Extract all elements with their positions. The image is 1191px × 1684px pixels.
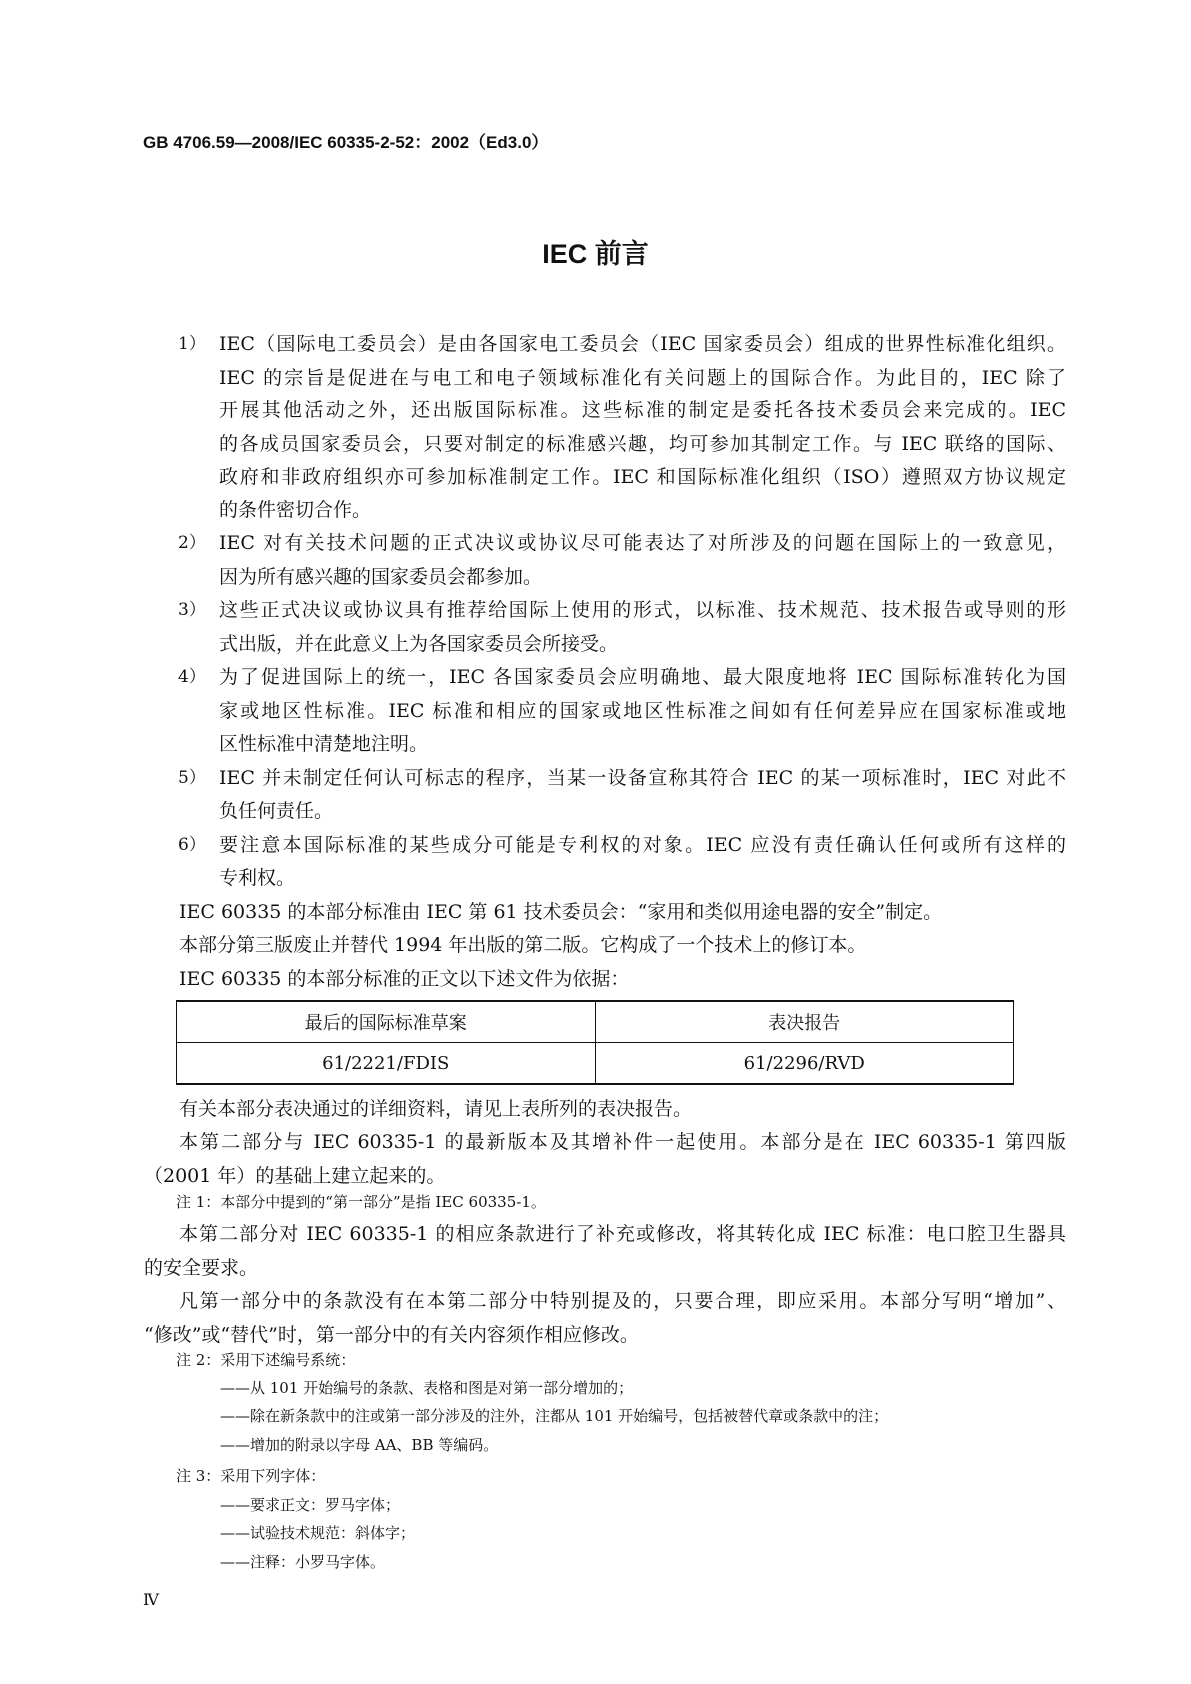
table-header-fdis: 最后的国际标准草案 [177, 1001, 596, 1043]
list-number: 5） [178, 768, 206, 788]
note-1: 注 1：本部分中提到的“第一部分”是指 IEC 60335-1。 [176, 1193, 546, 1211]
list-item-line: 负任何责任。 [219, 800, 334, 822]
list-item-line: 专利权。 [219, 867, 296, 889]
list-item-line: 的各成员国家委员会，只要对制定的标准感兴趣，均可参加其制定工作。与 IEC 联络的国际、 [219, 433, 1066, 455]
note-3: 注 3：采用下列字体： [176, 1467, 326, 1485]
table-cell-rvd: 61/2296/RVD [595, 1043, 1014, 1085]
document-header: GB 4706.59—2008/IEC 60335-2-52：2002（Ed3.0） [143, 133, 549, 152]
list-item-line: 开展其他活动之外，还出版国际标准。这些标准的制定是委托各技术委员会来完成的。IEC [219, 399, 1066, 421]
paragraph-edition: 本部分第三版废止并替代 1994 年出版的第二版。它构成了一个技术上的修订本。 [179, 934, 867, 956]
paragraph-voting: 有关本部分表决通过的详细资料，请见上表所列的表决报告。 [179, 1098, 693, 1120]
list-item-line: IEC 并未制定任何认可标志的程序，当某一设备宣称其符合 IEC 的某一项标准时，IEC 对此不 [219, 767, 1066, 789]
page-number: Ⅳ [143, 1590, 159, 1609]
list-item-line: 家或地区性标准。IEC 标准和相应的国家或地区性标准之间如有任何差异应在国家标准或地 [219, 700, 1066, 722]
list-item-line: 因为所有感兴趣的国家委员会都参加。 [219, 566, 543, 588]
paragraph-use-line: 本第二部分与 IEC 60335-1 的最新版本及其增补件一起使用。本部分是在 IEC 60335-1 第四版 [179, 1131, 1066, 1153]
note-2-item: ——增加的附录以字母 AA、BB 等编码。 [220, 1436, 499, 1454]
list-number: 6） [178, 835, 206, 855]
list-number: 2） [178, 533, 206, 553]
list-number: 1） [178, 334, 206, 354]
note-3-item: ——试验技术规范：斜体字； [220, 1524, 416, 1542]
paragraph-clauses-line: “修改”或“替代”时，第一部分中的有关内容须作相应修改。 [144, 1324, 639, 1346]
note-3-item: ——要求正文：罗马字体； [220, 1496, 401, 1514]
note-2: 注 2：采用下述编号系统： [176, 1351, 356, 1369]
list-item-line: 要注意本国际标准的某些成分可能是专利权的对象。IEC 应没有责任确认任何或所有这样的 [219, 834, 1066, 856]
voting-table [176, 1000, 1014, 1085]
list-number: 3） [178, 600, 206, 620]
list-number: 4） [178, 667, 206, 687]
paragraph-use-line: （2001 年）的基础上建立起来的。 [144, 1165, 446, 1187]
list-item-line: 政府和非政府组织亦可参加标准制定工作。IEC 和国际标准化组织（ISO）遵照双方协议规定 [219, 466, 1066, 488]
list-item-line: 式出版，并在此意义上为各国家委员会所接受。 [219, 633, 619, 655]
list-item-line: 的条件密切合作。 [219, 499, 372, 521]
paragraph-committee: IEC 60335 的本部分标准由 IEC 第 61 技术委员会：“家用和类似用途电器的安全”制定。 [179, 901, 943, 923]
paragraph-basis: IEC 60335 的本部分标准的正文以下述文件为依据： [179, 968, 630, 990]
note-2-item: ——从 101 开始编号的条款、表格和图是对第一部分增加的； [220, 1379, 634, 1397]
table-header-row [177, 1001, 1014, 1043]
list-item-line: 为了促进国际上的统一，IEC 各国家委员会应明确地、最大限度地将 IEC 国际标准转化为国 [219, 666, 1066, 688]
list-item-line: IEC 对有关技术问题的正式决议或协议尽可能表达了对所涉及的问题在国际上的一致意见， [219, 532, 1066, 554]
list-item-line: IEC（国际电工委员会）是由各国家电工委员会（IEC 国家委员会）组成的世界性标准化组织。 [219, 333, 1066, 355]
table-header-rvd: 表决报告 [595, 1001, 1014, 1043]
table-cell-fdis: 61/2221/FDIS [177, 1043, 596, 1085]
note-3-item: ——注释：小罗马字体。 [220, 1553, 386, 1571]
page-title: IEC 前言 [542, 239, 649, 269]
paragraph-clauses-line: 凡第一部分中的条款没有在本第二部分中特别提及的，只要合理，即应采用。本部分写明“增加”、 [179, 1290, 1066, 1312]
paragraph-supplement-line: 的安全要求。 [144, 1257, 259, 1279]
paragraph-supplement-line: 本第二部分对 IEC 60335-1 的相应条款进行了补充或修改，将其转化成 IEC 标准：电口腔卫生器具 [179, 1223, 1066, 1245]
list-item-line: IEC 的宗旨是促进在与电工和电子领域标准化有关问题上的国际合作。为此目的，IEC 除了 [219, 367, 1066, 389]
table-row [177, 1043, 1014, 1085]
list-item-line: 区性标准中清楚地注明。 [219, 733, 429, 755]
list-item-line: 这些正式决议或协议具有推荐给国际上使用的形式，以标准、技术规范、技术报告或导则的形 [219, 599, 1066, 621]
note-2-item: ——除在新条款中的注或第一部分涉及的注外，注都从 101 开始编号，包括被替代章或条款中的注； [220, 1407, 889, 1425]
